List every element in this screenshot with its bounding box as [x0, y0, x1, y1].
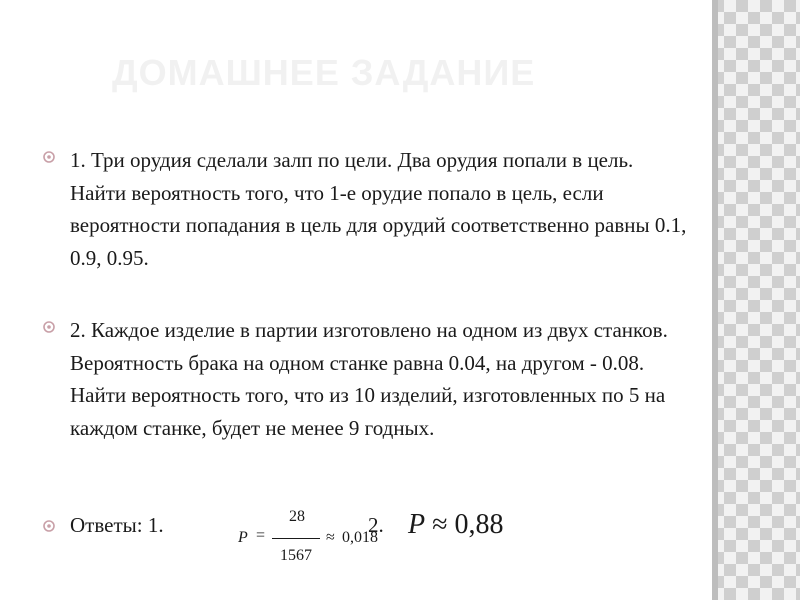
fraction-bar	[272, 538, 320, 539]
formula-approx: ≈	[432, 509, 448, 540]
fraction-numerator: 28	[289, 508, 305, 525]
answers-line	[42, 505, 682, 575]
formula-approx: ≈	[326, 529, 335, 546]
slide-title: ДОМАШНЕЕ ЗАДАНИЕ	[112, 52, 536, 93]
bullet-icon	[42, 320, 56, 334]
task-1-text: 1. Три орудия сделали залп по цели. Два орудия попали в цель. Найти вероятность того, что 1-е орудие попало в цель, если вероятности попадания в цель для орудий соответственно равны 0.1, 0.9, 0.95.	[70, 148, 687, 270]
bullet-icon	[42, 150, 56, 164]
formula-value: 0,88	[454, 509, 504, 540]
answer-2-label: 2.	[368, 513, 384, 537]
formula-variable: P	[408, 509, 426, 540]
task-2-text: 2. Каждое изделие в партии изготовлено на одном из двух станков. Вероятность брака на одном станке равна 0.04, на другом - 0.08. Найти вероятность того, что из 10 изделий, изготовленных по 5 на каждом станке, будет не менее 9 годных.	[70, 318, 668, 440]
answers-label: Ответы: 1.	[70, 513, 164, 537]
formula-equals: =	[256, 527, 266, 544]
decorative-sidebar	[712, 0, 800, 600]
answer-2-formula	[408, 509, 503, 541]
fraction-denominator: 1567	[280, 547, 312, 564]
formula-variable: P	[238, 529, 248, 546]
formula-value: 0,018	[342, 529, 378, 546]
bullet-icon	[42, 519, 56, 533]
